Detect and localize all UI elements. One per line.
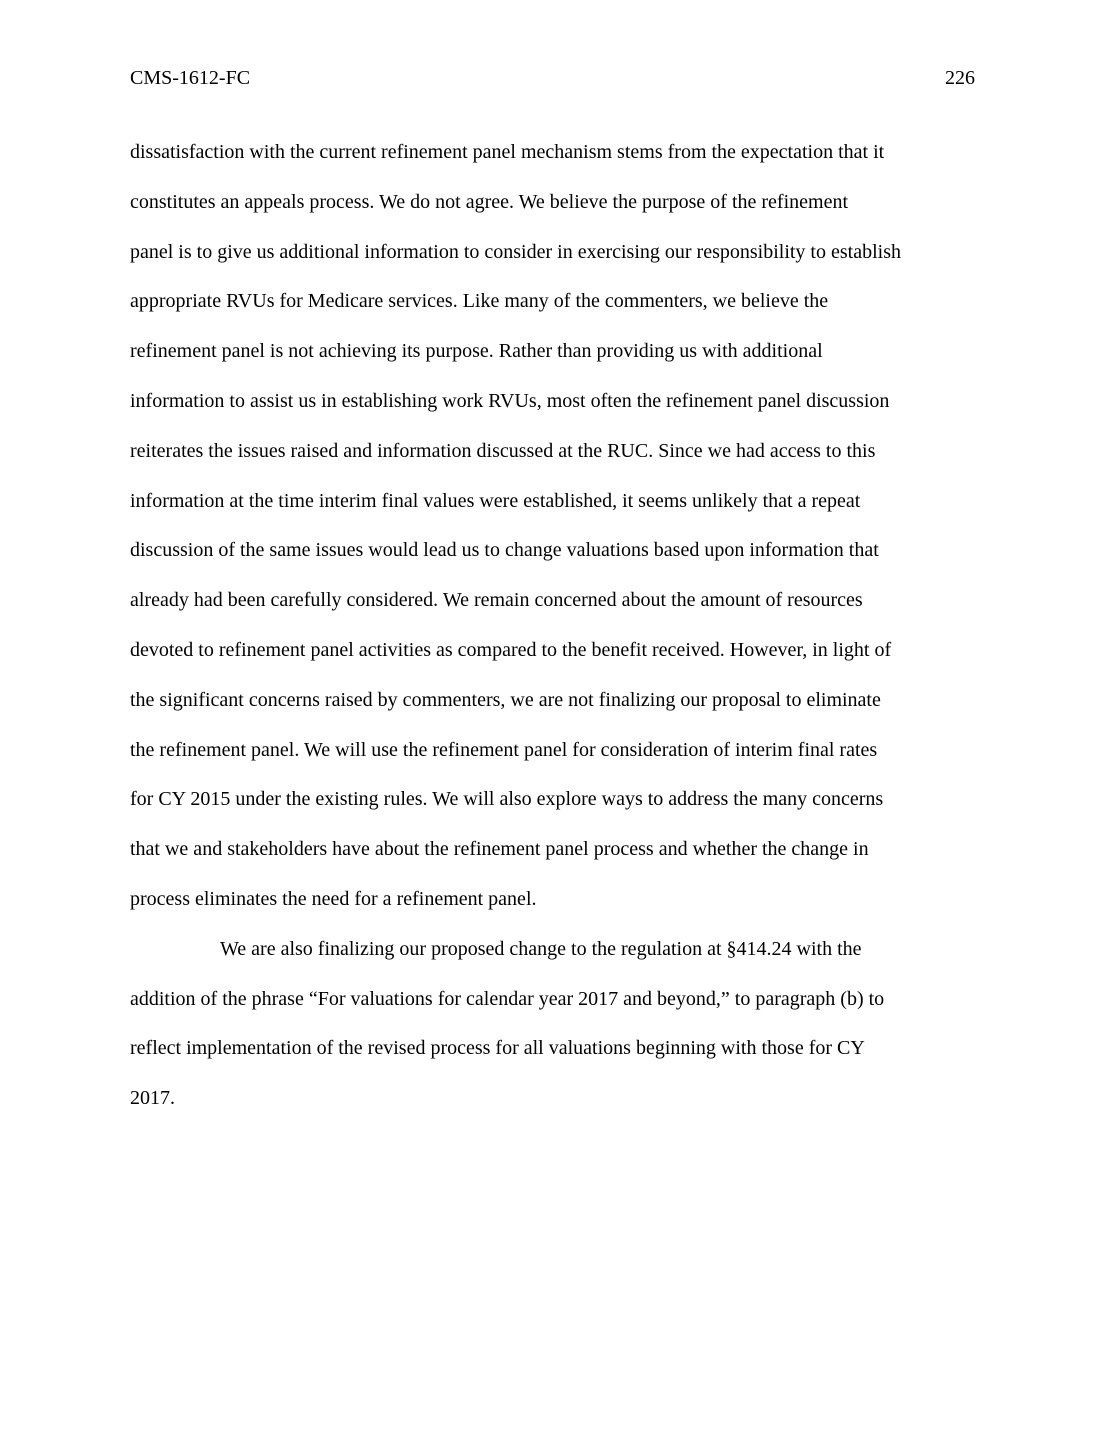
text-line: already had been carefully considered. We remain concerned about the amount of resources [130, 589, 863, 612]
text-line: discussion of the same issues would lead us to change valuations based upon information that [130, 539, 879, 562]
text-line: reflect implementation of the revised process for all valuations beginning with those for CY [130, 1037, 865, 1060]
text-line: the significant concerns raised by commenters, we are not finalizing our proposal to eliminate [130, 688, 881, 711]
text-line: process eliminates the need for a refinement panel. [130, 887, 537, 910]
text-line: addition of the phrase “For valuations for calendar year 2017 and beyond,” to paragraph (b) to [130, 987, 885, 1010]
text-line: devoted to refinement panel activities as compared to the benefit received. However, in light of [130, 638, 892, 661]
text-line: information at the time interim final values were established, it seems unlikely that a repeat [130, 489, 861, 512]
text-line: appropriate RVUs for Medicare services. Like many of the commenters, we believe the [130, 290, 829, 313]
text-line: refinement panel is not achieving its purpose. Rather than providing us with additional [130, 340, 823, 363]
text-line: reiterates the issues raised and information discussed at the RUC. Since we had access to this [130, 439, 876, 462]
document-body [130, 128, 980, 1124]
text-line: panel is to give us additional information to consider in exercising our responsibility to establish [130, 240, 901, 263]
document-id: CMS-1612-FC [130, 67, 251, 89]
page-number: 226 [945, 67, 975, 89]
paragraph-2 [130, 925, 980, 1124]
text-line: that we and stakeholders have about the refinement panel process and whether the change in [130, 838, 869, 861]
text-line: information to assist us in establishing work RVUs, most often the refinement panel discussion [130, 389, 890, 412]
paragraph-1 [130, 128, 980, 925]
text-line: dissatisfaction with the current refinement panel mechanism stems from the expectation that it [130, 141, 885, 163]
text-line: We are also finalizing our proposed change to the regulation at §414.24 with the [220, 937, 862, 960]
text-line: constitutes an appeals process. We do not agree. We believe the purpose of the refinement [130, 190, 849, 213]
text-line: 2017. [130, 1087, 175, 1110]
text-line: for CY 2015 under the existing rules. We will also explore ways to address the many concerns [130, 788, 884, 811]
text-line: the refinement panel. We will use the refinement panel for consideration of interim final rates [130, 738, 878, 761]
